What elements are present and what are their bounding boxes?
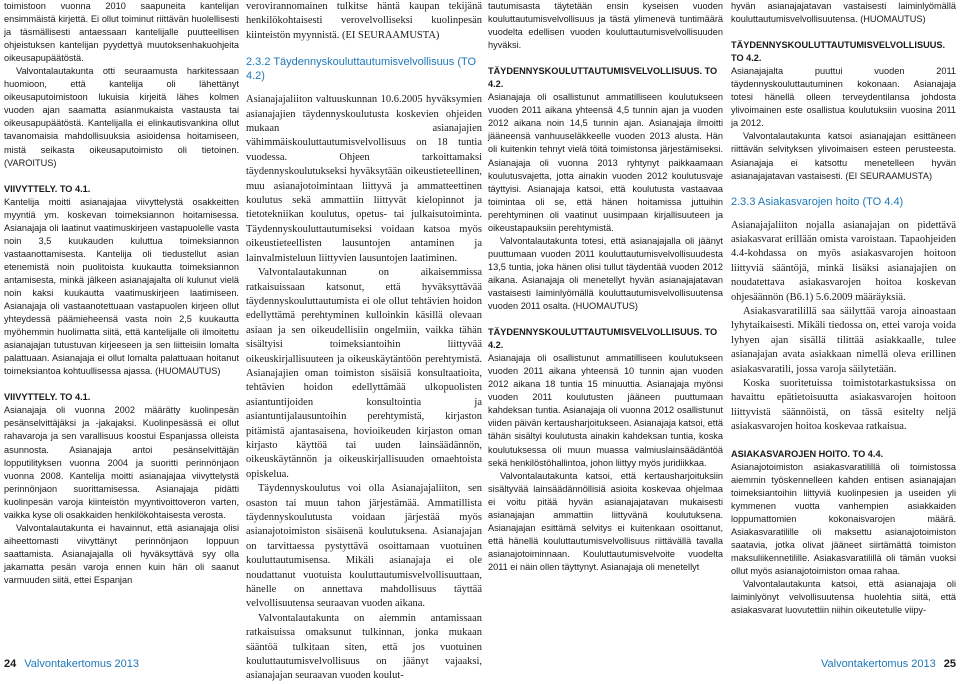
section-heading: VIIVYTTELY. TO 4.1. — [4, 392, 91, 403]
body-paragraph: Valvontalautakunta totesi, että asianajajalla oli jäänyt puuttumaan vuoden 2011 kouluttautumisvelvollisuudesta 13,5 tuntia, joka hänen olisi tullut täydentää vuoden 2012 aikana. Asianajaja oli menetellyt hyvän asianajajatavan vastaisesti laiminlyömällä kouluttautumisvelvollisuutensa vuoden 2011 osalta. (HUOMAUTUS) — [488, 235, 723, 312]
body-paragraph: Valvontalautakunta katsoi, että kertausharjoituksiin sisältyvää lainsäädännöllisiä asioita koskevaa ohjelmaa ei voitu pitää hyvän asianajajatavan mukaisesti asianajajan ammattiin liittyvänä koulutuksena. Asianajajan esittämä selvitys ei kuitenkaan osoittanut, että hänellä kouluttautumisvelvollisuus riittävällä tavalla asianajotoiminnaan. Kouluttautumisvelvoite vuodelta 2011 ei näin ollen täyttynyt. Asianajaja oli menetellyt — [488, 470, 723, 572]
body-paragraph: Valvontalautakunnan on aikaisemmissa ratkaisuissaan katsonut, että hyväksyttävää täydennyskouluttautumista ei ole ollut tehtävien hoidon edellyttämä perehtyminen kulloinkin käsillä olevaan asiaan ja sen oikeudellisiin ongelmiin, vaikka tähän sisältyisi toimeksiantoihin liittyvää oikeuskirjallisuuteen ja oikeuskäytäntöön perehtymistä. Asianajajien oman toimiston sisäisiä konsultaatioita, tehtävien hoidon edellyttämää ulkopuolisten asiantuntijoiden konsultointia ja asiantuntijalausuntoihin perehtymistä, kirjaston pitämistä ajantasaisena, hovioikeuden kirjaston oman kirjasto käyttöä tai uuden lainsäädännön, oikeuskäytännön ja oikeuskirjallisuuden omaehtoista opiskelua. — [246, 267, 482, 480]
body-paragraph: Valvontalautakunta katsoi, että asianajaja oli laiminlyönyt velvollisuutensa huolehtia siitä, että asiakasvarat luovutettiin niihin oikeutetulle viipy- — [731, 579, 956, 616]
footer-right — [821, 658, 956, 670]
body-paragraph: Asianajajalta puuttui vuoden 2011 täydennyskouluttautuminen kokonaan. Asianajaja totesi hänellä olleen terveydentilansa johdosta ylivoimainen este osallistua koulutuksiin vuosina 2011 ja 2012. — [731, 66, 956, 129]
body-paragraph: verovirannomainen tulkitse häntä kaupan tekijänä henkilökohtaisesti verovelvolliseksi kuolinpesän kiinteistön myynnistä. (EI SEURAAMUSTA) — [246, 1, 482, 41]
body-paragraph: Asianajotoimiston asiakasvaratilillä oli toimistossa aiemmin työskennelleen kahden entisen asianajajan toimeksiantoihin liittyviä kuolinpesien ja useiden yli kymmenen vuotta vanhempien asiakkaiden loppumattomien kokonaisvarojen määrä. Asiakasvaratilille oli maksettu asianajotoimiston saatavia, jotka olivat jääneet siirtämättä toimiston maksuliikennetilille. Asiakasvaratilillä oli tämän vuoksi ollut myös asianajotoimiston omaa rahaa. — [731, 461, 956, 577]
page-number-left: 24 — [4, 658, 17, 670]
body-paragraph: Koska suoritetuissa toimistotarkastuksissa on havaittu epätietoisuutta asiakasvarojen hoitoon liittyvistä säännöistä, on tässä esitelty neljä asiakasvarojen hoitoa koskevaa ratkaisua. — [731, 378, 956, 433]
body-paragraph: Asianajaja oli vuonna 2002 määrätty kuolinpesän pesänselvittäjäksi ja -jakajaksi. Kuolinpesässä ei ollut rahavaroja ja sen varallisuus koostui Espanjassa olleista asunnosta. Asianajaja antoi pesänselvittäjän lopputilityksen vuonna 2004 ja suoritti perinnönjaon vuonna 2008. Kantelija moitti asianajajaa viivyttelystä perinnönjaon suorittamisessa. Asianajaja pidätti kuolinpesän varoja kiinteistön myyntivoittoveron varten, vaikka kyse oli osakkaiden henkilökohtaisesta verosta. — [4, 405, 239, 520]
subsection-title: 2.3.3 Asiakasvarojen hoito (TO 4.4) — [731, 195, 904, 208]
body-paragraph: Valvontalautakunta katsoi asianajajan esittäneen riittävän selvityksen ylivoimaisen esteen perusteesta. Asianajaja ei katsottu menetelleen hyvän asianajajatavan vastaisesti. (EI SEURAAMUSTA) — [731, 131, 956, 181]
page-right-column-4 — [731, 0, 956, 617]
footer-left — [4, 658, 139, 670]
section-heading: ASIAKASVAROJEN HOITO. TO 4.4. — [731, 448, 884, 459]
page-right-column-3 — [488, 0, 723, 574]
body-paragraph: Valvontalautakunta otti seuraamusta harkitessaan huomioon, että kantelija oli lähettänyt oikeusaputoimistoon lukuisia kirjeitä lähes kolmen vuoden ajan saamatta asianmukaista vastausta tai oikeusapupäätöstä. Kantelijalla ei elinkautisvankina ollut tavanomaisia mahdollisuuksia asioidensa hoitamiseen, mistä seikasta oikeusaputoimisto oli tietoinen. (VAROITUS) — [4, 66, 239, 168]
body-paragraph: Kantelija moitti asianajajaa viivyttelystä osakkeitten myyntiä ym. koskevan toimeksiannon hoitamisessa. Asianajaja oli laatinut vaatimuskirjeen vastapuolelle vasta noin 3,5 kuukauden kuluttua toimeksiannon vastaanottamisesta. Kantelija oli tiedustellut asian etenemistä noin puolitoista kuukautta toimeksiannon antamisesta, minkä jälkeen asianajajalta oli kulunut vielä noin kaksi kuukautta vaatimuskirjeen laatimiseen. Asianajaja oli vastaanotettuaan vastapuolen kirjeen ollut yhteydessä päämieheensä vasta noin 2,5 kuukautta myöhemmin huolimatta siitä, että kantelijalle oli ilmoitettu asianajajan tutustuvan kirjeeseen ja sen liitteisiin lomalta palattuaan. Asianajaja ei ollut lomalta palattuaan hoitanut toimeksiantoa kohtuullisessa ajassa. (HUOMAUTUS) — [4, 196, 239, 377]
section-heading: VIIVYTTELY. TO 4.1. — [4, 183, 91, 194]
body-paragraph: Asianajaja oli osallistunut ammatilliseen koulutukseen vuoden 2011 aikana yhteensä 10 tunnin ajan vuoden 2012 aikana 18 tuntia 15 minuuttia. Asianajaja myönsi vuoden 2011 koulutusten jääneen puuttumaan kahdeksan tuntia. Asianajaja oli vuonna 2012 osallistunut viiden päivän kertausharjoitukseen. Asianajaja katsoi, että tähän sisältyi koulutusta ainakin kahdeksan tuntia, koska koulutuksessa oli muun muassa valmiuslainsäädäntöä sekä henkilöstöhallintoa, johon liittyy myös juridiikkaa. — [488, 353, 723, 468]
subsection-title: 2.3.2 Täydennyskouluttautumisvelvollisuus (TO 4.2) — [246, 56, 477, 83]
section-heading: TÄYDENNYSKOULUTTAUTUMISVELVOLLISUUS. TO 4.2. — [488, 327, 718, 351]
section-heading: TÄYDENNYSKOULUTTAUTUMISVELVOLLISUUS. TO 4.2. — [488, 66, 718, 90]
section-heading: TÄYDENNYSKOULUTTAUTUMISVELVOLLISUUS. TO 4.2. — [731, 40, 946, 64]
page-number-right: 25 — [943, 658, 956, 670]
body-paragraph: Asianajajaliiton valtuuskunnan 10.6.2005 hyväksymien asianajajien täydennyskoulutusta koskevien ohjeiden mukaan asianajajien vähimmäiskouluttautumisvelvollisuus on 18 tuntia vuodessa. Ohjeen tarkoittamaksi täydennyskoulutukseksi hyväksytään oikeustieteellinen, muu asianajotoimintaan liittyvä ja ammatteettinen koulutus sekä ammattiin liittyvät kielopinnot ja tietotekniikan koulutus, opetus- tai julkaisutoiminta. Täydennyskouluttautumiseksi voidaan katsoa myös oikeustieteellisten lausuntojen antaminen ja lainvalmisteluun liittyvien lausuntojen laatiminen. — [246, 94, 482, 264]
body-paragraph: tautumisasta täytetään ensin kyseisen vuoden kouluttautumisvelvollisuus ja tästä ylimenevä tuntimäärä vuodelta edellisen vuoden kouluttautumisvelvollisuuden hyväksi. — [488, 1, 723, 51]
body-paragraph: Valvontalautakunta on aiemmin antamissaan ratkaisuissa omaksunut tulkinnan, jonka mukaan sääntöä tulkitaan siten, että jos vuotuinen kouluttautumisvelvollisuus on jäänyt vajaaksi, asianajajan seuraavan vuoden koulut- — [246, 612, 482, 682]
page-left-column-1 — [4, 0, 239, 587]
body-paragraph: Täydennyskoulutus voi olla Asianajajaliiton, sen osaston tai muun tahon järjestämää. Ammatillista täydennyskoulutusta voidaan järjestää myös asianajotoimiston sisäisenä koulutuksena. Asianajajan on tarvittaessa pystyttävä osoittamaan vuotuinen kouluttautumisensa. Mikäli asianajaja ei ole noudattanut vuotuista kouluttautumisvelvollisuuttaan, hänelle on annettava mahdollisuus täyttää velvollisuutensa seuraavan vuoden aikana. — [246, 483, 482, 610]
body-paragraph: Asianajaja oli osallistunut ammatilliseen koulutukseen vuoden 2011 aikana yhteensä 4,5 tunnin ajan ja vuoden 2012 aikana noin 14,5 tunnin ajan. Asianajaja ilmoitti jääneensä vanhuuseläkkeelle vuoden 2013 alusta. Hän oli kuitenkin tehnyt vielä töitä toimistonsa järjestämiseksi. Asianajaja oli vuonna 2013 ryhtynyt paikkaamaan koulutusvajetta, jotta ainakin vuoden 2012 koulutusvaje täyttyisi. Asianajaja katsoi, että koulutusta vastaavaa toimintaa oli se, että hänen hoitamissa juttuihin perehtyminen oli vaatinut uusimpaan kirjallisuuteen ja oikeustapauksiin perehtymistä. — [488, 92, 723, 233]
body-paragraph: Valvontalautakunta ei havainnut, että asianajaja olisi aiheettomasti viivyttänyt perinnönjaon loppuun saattamista. Asianajajalla oli hyväksyttävä syy olla jakamatta pesän varoja ennen kuin hän oli saanut varmuuden siitä, ettei Espanjan — [4, 522, 239, 585]
page-left-column-2 — [246, 0, 482, 684]
body-paragraph: Asiakasvaratilillä saa säilyttää varoja ainoastaan lyhytaikaisesti. Mikäli tiedossa on, ettei varoja voida lyhyen ajan sisällä tilittää asiakkaalle, tulee asianajajan avata asiakkaan nimellä oleva erillinen asiakasvaratili, jossa varoja säilytetään. — [731, 306, 956, 375]
body-paragraph: toimistoon vuonna 2010 saapuneita kantelijan ensimmäistä kirjettä. Ei ollut toiminut riittävän huolellisesti ja täsmällisesti antaessaan kantelijalle puutteellisen ohjeistuksen kantelijan pyydettyä muutoksenhakuohjeita oikeusapupäätöstä. — [4, 1, 239, 64]
body-paragraph: Asianajajaliiton nojalla asianajajan on pidettävä asiakasvarat erillään omista varoistaan. Tapaohjeiden 4.4-kohdassa on myös asiakasvarojen hoitoon liittyviä sääntöjä, minkä lisäksi asianajajien on noudatettava asiakasvarojen hoitoa koskevan ohjesäännön (B6.1) 5.6.2009 määräyksiä. — [731, 219, 956, 303]
publication-title-right: Valvontakertomus 2013 — [820, 658, 936, 670]
body-paragraph: hyvän asianajajatavan vastaisesti laiminlyömällä kouluttautumisvelvollisuutensa. (HUOMAUTUS) — [731, 1, 956, 25]
publication-title-left: Valvontakertomus 2013 — [24, 658, 140, 670]
